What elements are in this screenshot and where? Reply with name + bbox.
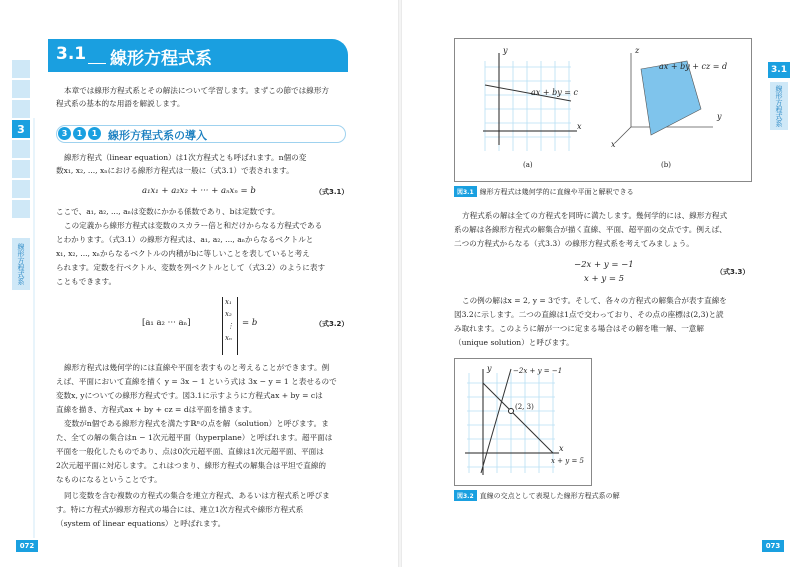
- equation-3-1-label: （式3.1）: [315, 188, 349, 196]
- axis-label-x: x: [577, 122, 582, 131]
- body-line: た、全ての解の集合はn − 1次元超平面（hyperplane）と呼ばれます。超平面は: [56, 433, 333, 442]
- body-line: この定義から線形方程式は変数のスカラー倍と和だけからなる方程式である: [64, 221, 323, 230]
- left-side-section-label: 線形方程式系: [12, 238, 30, 290]
- left-margin-rule: [33, 118, 35, 538]
- body-line: こともできます。: [56, 277, 117, 286]
- figure-3-2-graphic: [455, 359, 591, 485]
- body-line: 同じ変数を含む複数の方程式の集合を連立方程式、あるいは方程式系と呼びま: [64, 491, 330, 500]
- left-page-number: 072: [16, 540, 38, 552]
- column-entry: x₁: [225, 298, 232, 306]
- body-line: す。特に方程式が線形方程式の場合には、連立1次方程式や線形方程式系: [56, 505, 304, 514]
- body-line: 平面を一般化したものであり、点は0次元超平面、直線は1次元超平面、平面は: [56, 447, 324, 456]
- line-minus-2x-plus-y: [481, 369, 511, 473]
- axis-label-y: y: [487, 364, 492, 373]
- chapter-tab[interactable]: [12, 200, 30, 218]
- body-line: 方程式系の解は全ての方程式を同時に満たします。幾何学的には、線形方程式: [462, 211, 728, 220]
- right-page-number: 073: [762, 540, 784, 552]
- chapter-tab-active[interactable]: 3: [12, 120, 30, 138]
- subsection-number: [58, 127, 101, 140]
- caption-text: 直線の交点として表現した線形方程式系の解: [479, 492, 620, 500]
- body-line: 数x₁, x₂, ..., xₙにおける線形方程式は一般に（式3.1）で表されます。: [56, 166, 294, 175]
- body-line: 直線を描き、方程式ax + by + cz = dは平面を描きます。: [56, 405, 257, 414]
- intro-line-2: 程式系の基本的な用語を解説します。: [56, 99, 185, 108]
- figure-3-1-caption: [454, 186, 634, 197]
- plane-ax-by-cz-d: [641, 61, 701, 135]
- subsection-digit: 1: [73, 127, 86, 140]
- chapter-tab[interactable]: [12, 180, 30, 198]
- figure-3-1: [454, 38, 752, 182]
- column-entry: x₂: [225, 310, 232, 318]
- body-line: 線形方程式は幾何学的には直線や平面を表すものと考えることができます。例: [64, 363, 330, 372]
- body-line: 系の解は各線形方程式の解集合が描く直線、平面、超平面の交点です。例えば、: [454, 225, 727, 234]
- line-label-2: x + y = 5: [551, 457, 584, 465]
- line-label-1: −2x + y = −1: [513, 367, 563, 375]
- body-line: 図3.2に示します。二つの直線は1点で交わっており、その点の座標は(2,3)と読: [454, 310, 724, 319]
- section-title: 線形方程式系: [110, 49, 212, 69]
- chapter-tab[interactable]: [12, 160, 30, 178]
- body-line: 線形方程式（linear equation）は1次方程式とも呼ばれます。n個の変: [64, 153, 307, 162]
- section-number: 3.1: [56, 44, 87, 64]
- chapter-tab[interactable]: [12, 60, 30, 78]
- book-gutter: [398, 0, 402, 567]
- equation-label-b: ax + by + cz = d: [659, 62, 728, 71]
- body-line: 二つの方程式からなる（式3.3）の線形方程式系を考えてみましょう。: [454, 239, 694, 248]
- axis-label-y-3d: y: [717, 112, 722, 121]
- body-line: み取れます。このように解が一つに定まる場合はその解を唯一解、一意解: [454, 324, 704, 333]
- figure-3-2: [454, 358, 592, 486]
- caption-text: 線形方程式は幾何学的に直線や平面と解釈できる: [479, 188, 634, 196]
- equation-3-2-rhs: = b: [242, 318, 258, 328]
- body-line: られます。定数を行ベクトル、変数を列ベクトルとして（式3.2）のように表す: [56, 263, 326, 272]
- figure-3-1-a: [483, 46, 582, 169]
- right-section-tab[interactable]: 3.1: [768, 62, 790, 78]
- body-line: この例の解はx = 2, y = 3です。そして、各々の方程式の解集合が表す直線を: [462, 296, 727, 305]
- right-side-section-label: 線形方程式系: [770, 82, 788, 130]
- subfigure-label-a: (a): [523, 161, 533, 169]
- line-x-plus-y-eq-5: [483, 383, 553, 453]
- intersection-label: (2, 3): [515, 403, 534, 411]
- x-axis-3d: [615, 127, 631, 143]
- chapter-tab[interactable]: [12, 140, 30, 158]
- figure-tag: 図3.1: [454, 186, 477, 197]
- axis-label-x: x: [559, 444, 564, 453]
- axis-label-z: z: [635, 46, 640, 55]
- equation-3-3-line-2: x + y = 5: [584, 274, 625, 284]
- equation-label-a: ax + by = c: [531, 88, 578, 97]
- intro-line-1: 本章では線形方程式系とその解法について学習します。まずこの節では線形方: [64, 86, 330, 95]
- body-line: 2次元超平面に対応します。これはつまり、線形方程式の解集合は平坦で直線的: [56, 461, 327, 470]
- equation-3-2-label: （式3.2）: [315, 320, 349, 328]
- figure-tag: 図3.2: [454, 490, 477, 501]
- intersection-point: [509, 409, 514, 414]
- subsection-digit: 3: [58, 127, 71, 140]
- equation-3-3-label: （式3.3）: [716, 268, 750, 276]
- equation-3-2-row-vector: [a₁ a₂ ··· aₙ]: [142, 318, 191, 328]
- subsection-digit: 1: [88, 127, 101, 140]
- body-line: 変数がn個である線形方程式を満たすℝⁿの点を解（solution）と呼びます。ま: [64, 419, 329, 428]
- figure-3-1-b: [611, 46, 727, 169]
- subsection-title: 線形方程式系の導入: [108, 129, 207, 142]
- column-entry: xₙ: [225, 334, 232, 342]
- left-chapter-tabs: [12, 60, 30, 220]
- figure-3-1-graphic: [455, 39, 751, 181]
- body-line: （system of linear equations）と呼ばれます。: [56, 519, 226, 528]
- body-line: なものになるということです。: [56, 475, 162, 484]
- body-line: 変数x, yについての線形方程式です。図3.1に示すように方程式ax + by = cは: [56, 391, 323, 400]
- axis-label-x-3d: x: [611, 140, 616, 149]
- axis-label-y: y: [503, 46, 508, 55]
- body-line: （unique solution）と呼びます。: [454, 338, 574, 347]
- figure-3-2-caption: [454, 490, 620, 501]
- column-entry: ⋮: [227, 322, 234, 330]
- chapter-tab[interactable]: [12, 80, 30, 98]
- equation-3-3-line-1: −2x + y = −1: [574, 260, 634, 270]
- body-line: x₁, x₂, ..., xₙからなるベクトルの内積がbに等しいことを表していると考え: [56, 249, 310, 258]
- chapter-tab[interactable]: [12, 100, 30, 118]
- body-line: えば、平面において直線を描く y = 3x − 1 という式は 3x − y = 1 と表せるので: [56, 377, 337, 386]
- body-line: とわかります。（式3.1）の線形方程式は、a₁, a₂, ..., aₙからなるベクトルと: [56, 235, 314, 244]
- subfigure-label-b: (b): [661, 161, 671, 169]
- body-line: ここで、a₁, a₂, ..., aₙは変数にかかる係数であり、bは定数です。: [56, 207, 280, 216]
- equation-3-1: a₁x₁ + a₂x₂ + ··· + aₙxₙ = b: [142, 186, 256, 196]
- equation-3-2-column-vector: [222, 297, 238, 355]
- section-header-underline: [88, 63, 106, 64]
